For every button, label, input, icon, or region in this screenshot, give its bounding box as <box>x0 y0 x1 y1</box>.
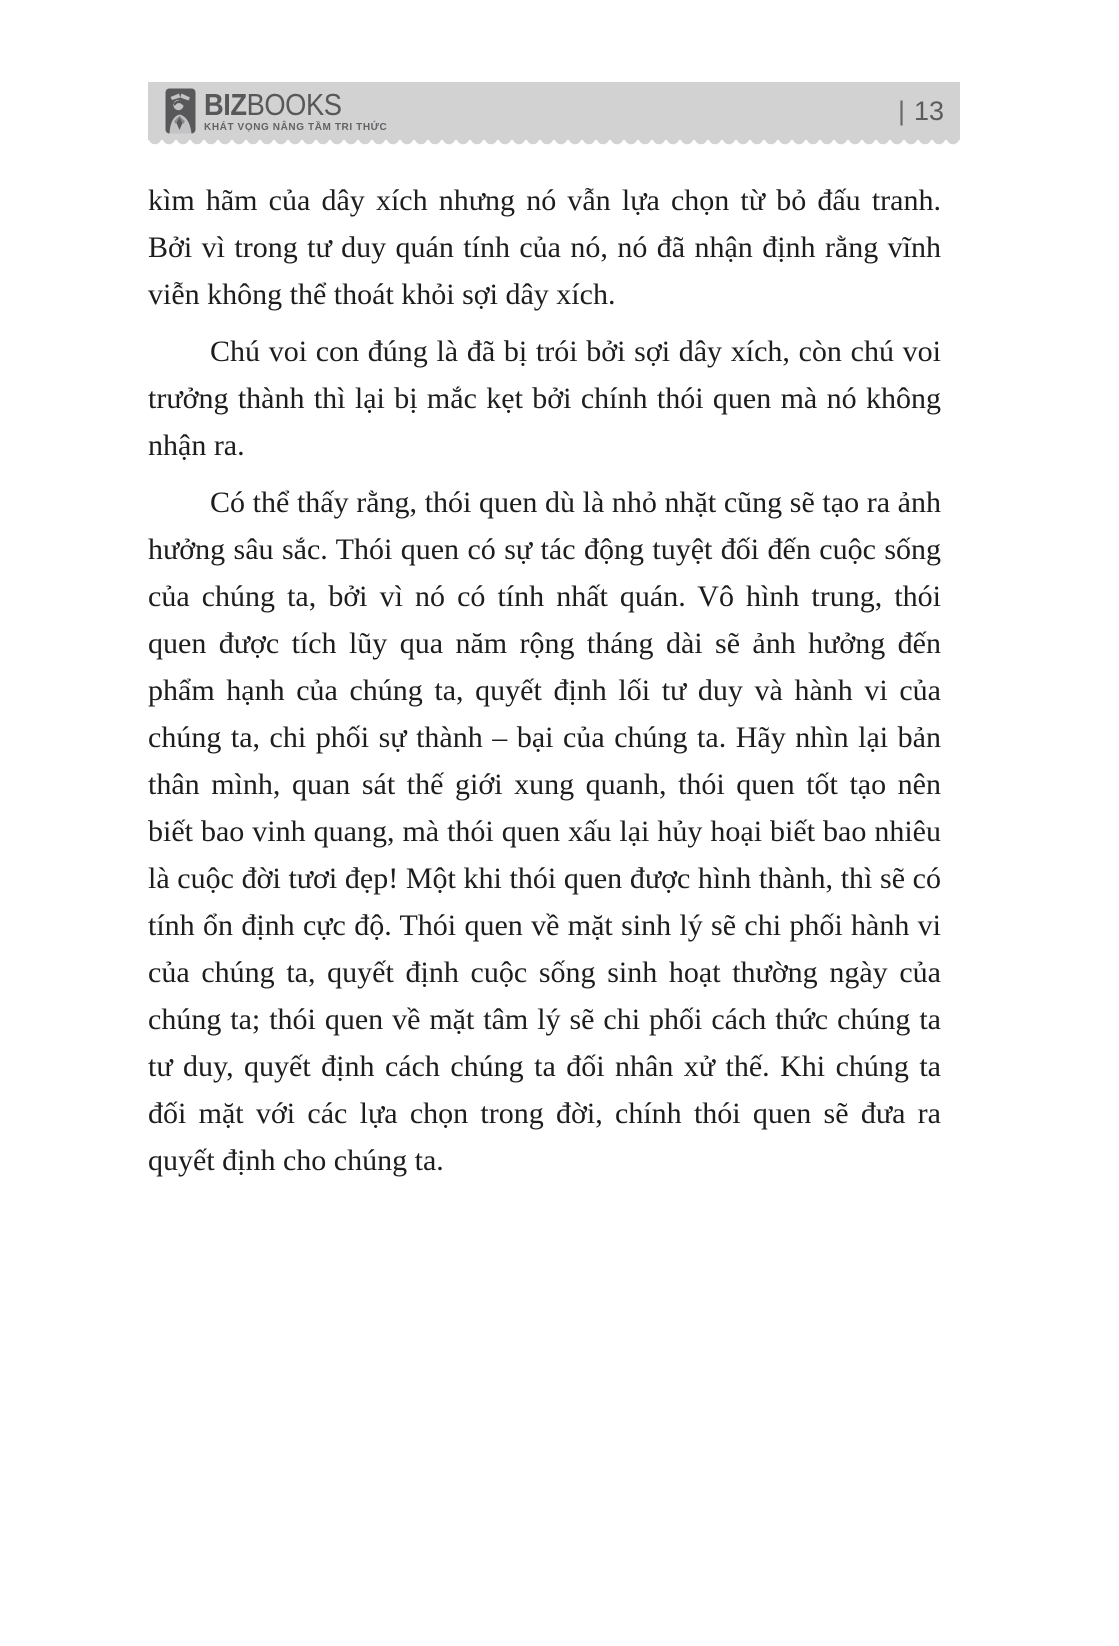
page-number-value: 13 <box>913 95 944 126</box>
paragraph: Có thể thấy rằng, thói quen dù là nhỏ nhặt cũng sẽ tạo ra ảnh hưởng sâu sắc. Thói quen có sự tác động tuyệt đối đến cuộc sống của chúng ta, bởi vì nó có tính nhất quán. Vô hình trung, thói quen được tích lũy qua năm rộng tháng dài sẽ ảnh hưởng đến phẩm hạnh của chúng ta, quyết định lối tư duy và hành vi của chúng ta, chi phối sự thành – bại của chúng ta. Hãy nhìn lại bản thân mình, quan sát thế giới xung quanh, thói quen tốt tạo nên biết bao vinh quang, mà thói quen xấu lại hủy hoại biết bao nhiêu là cuộc đời tươi đẹp! Một khi thói quen được hình thành, thì sẽ có tính ổn định cực độ. Thói quen về mặt sinh lý sẽ chi phối hành vi của chúng ta, quyết định cuộc sống sinh hoạt thường ngày của chúng ta; thói quen về mặt tâm lý sẽ chi phối cách thức chúng ta tư duy, quyết định cách chúng ta đối nhân xử thế. Khi chúng ta đối mặt với các lựa chọn trong đời, chính thói quen sẽ đưa ra quyết định cho chúng ta. <box>148 486 941 1177</box>
page-number <box>898 96 944 127</box>
page-content <box>148 177 941 1194</box>
brand-tagline: KHÁT VỌNG NÂNG TẦM TRI THỨC <box>204 122 388 133</box>
page-number-separator: | <box>897 95 905 126</box>
page-header-banner <box>148 82 960 140</box>
bizbooks-logo-icon <box>165 88 196 134</box>
brand-name-books: BOOKS <box>246 87 342 122</box>
brand-name <box>204 89 365 120</box>
paragraph: Chú voi con đúng là đã bị trói bởi sợi dây xích, còn chú voi trưởng thành thì lại bị mắc kẹt bởi chính thói quen mà nó không nhận ra. <box>148 335 941 462</box>
brand-name-biz: BIZ <box>204 87 247 122</box>
paragraph: kìm hãm của dây xích nhưng nó vẫn lựa chọn từ bỏ đấu tranh. Bởi vì trong tư duy quán tính của nó, nó đã nhận định rằng vĩnh viễn không thể thoát khỏi sợi dây xích. <box>148 184 941 311</box>
brand-text <box>204 89 387 133</box>
